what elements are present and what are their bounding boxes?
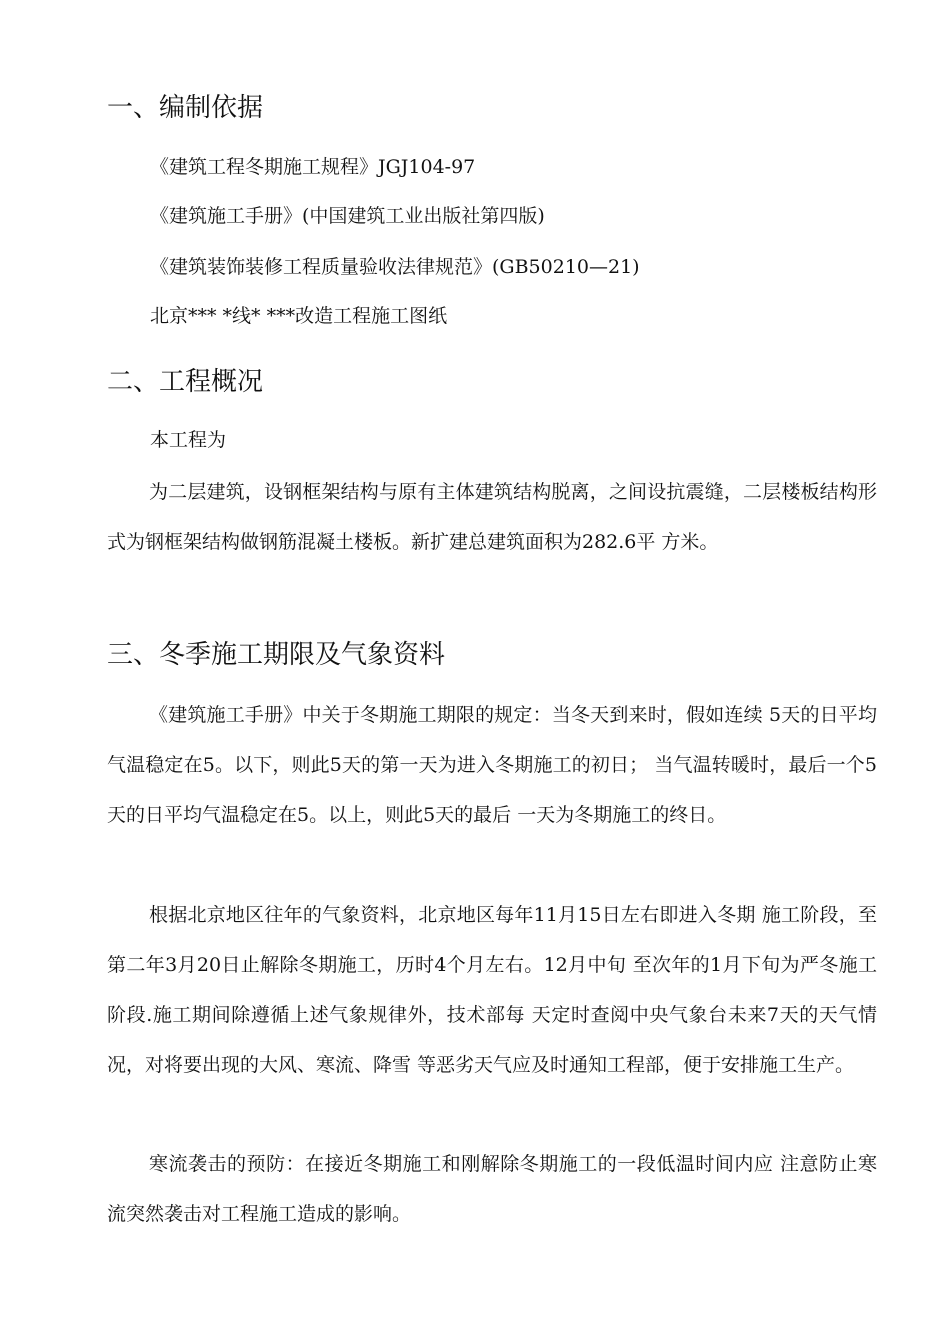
weather-data-paragraph: 根据北京地区往年的气象资料，北京地区每年11月15日左右即进入冬期 施工阶段，至第二年3月20日止解除冬期施工，历时4个月左右。12月中旬 至次年的1月下旬为严冬施工阶段.施工期间除遵循上述气象规律外，技术部每 天定时查阅中央气象台未来7天的天气情况，对将要出现的大风、寒流、降雪 等恶劣天气应及时通知工程部，便于安排施工生产。 [107,904,877,1076]
reference-item: 《建筑施工手册》(中国建筑工业出版社第四版) [150,205,545,227]
reference-item: 《建筑装饰装修工程质量验收法律规范》(GB50210—21) [150,256,640,278]
overview-intro: 本工程为 [150,429,227,451]
reference-item: 《建筑工程冬期施工规程》JGJ104-97 [150,156,476,178]
winter-period-paragraph: 《建筑施工手册》中关于冬期施工期限的规定：当冬天到来时，假如连续 5天的日平均气温稳定在5。以下，则此5天的第一天为进入冬期施工的初日； 当气温转暖时，最后一个5天的日平均气温稳定在5。以上，则此5天的最后 一天为冬期施工的终日。 [107,704,877,826]
cold-wave-paragraph: 寒流袭击的预防：在接近冬期施工和刚解除冬期施工的一段低温时间内应 注意防止寒流突然袭击对工程施工造成的影响。 [107,1153,877,1225]
section-heading-overview: 二、工程概况 [107,367,264,397]
overview-paragraph: 为二层建筑，设钢框架结构与原有主体建筑结构脱离，之间设抗震缝，二层楼板结构形式为钢框架结构做钢筋混凝土楼板。新扩建总建筑面积为282.6平 方米。 [107,481,877,553]
section-heading-basis: 一、编制依据 [107,93,264,123]
reference-item: 北京*** *线* ***改造工程施工图纸 [150,305,448,327]
section-heading-winter-period: 三、冬季施工期限及气象资料 [107,640,446,670]
